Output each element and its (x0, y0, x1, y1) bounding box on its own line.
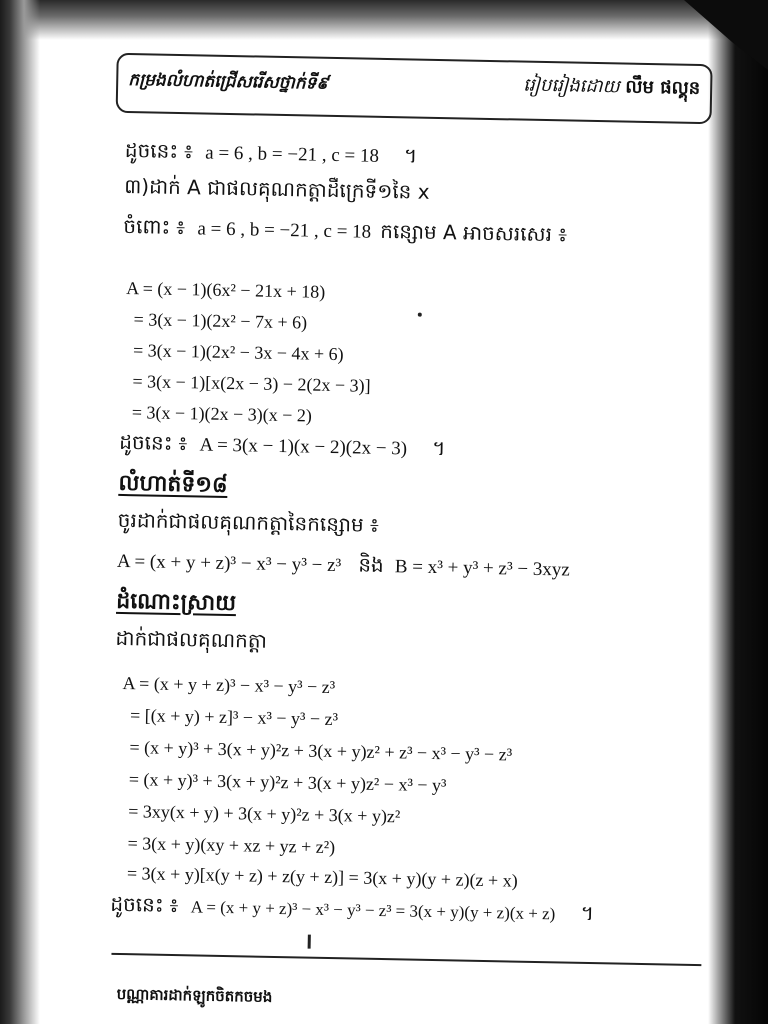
author-name: លឹម ផល្គុន (625, 76, 701, 99)
solution-prompt: ដាក់ជាផលគុណកត្តា (115, 625, 268, 653)
step-a-4: = 3(x − 1)(2x − 3)(x − 2) (131, 402, 313, 426)
conclusion-label: ដូចនេះ (119, 429, 173, 455)
and-word: និង (358, 552, 384, 578)
end-mark: ។ (403, 143, 418, 168)
step-a-3: = 3(x − 1)[x(2x − 3) − 2(2x − 3)] (132, 371, 371, 396)
header-title: កម្រងលំហាត់ជ្រើសរើសថ្នាក់ទី៩ (128, 70, 329, 94)
can-be-written-text: កន្សោម A អាចសរសេរ ៖ (380, 218, 568, 247)
header-author (523, 73, 700, 103)
line-conclusion-coefficients: ដូចនេះ ៖ a = 6 , b = −21 , c = 18 ។ (124, 137, 418, 168)
footer-text: បណ្ណាគារដាក់ឡូកចិតកចមង (116, 984, 273, 1006)
conclusion-label: ដូចនេះ (110, 891, 164, 917)
exercise-prompt: ចូរដាក់ជាផលគុណកត្តានៃកន្សោម ៖ (117, 507, 380, 537)
solution-title: ដំណោះស្រាយ (115, 588, 237, 617)
line-conclusion-b: ដូចនេះ ៖ A = (x + y + z)³ − x³ − y³ − z³ = 3(x + y)(y + z)(x + z) ។ (110, 891, 595, 926)
step-a-0: A = (x − 1)(6x² − 21x + 18) (126, 278, 326, 302)
page-header (116, 53, 713, 124)
conclusion-expr: A = (x + y + z)³ − x³ − y³ − z³ = 3(x + y)(y + z)(x + z) (190, 897, 556, 924)
conclusion-expr: A = 3(x − 1)(x − 2)(2x − 3) (199, 434, 408, 460)
coefficients-expr: a = 6 , b = −21 , c = 18 (205, 142, 380, 167)
for-label: ចំពោះ (123, 213, 171, 239)
step-b-1: = [(x + y) + z]³ − x³ − y³ − z³ (129, 705, 339, 730)
end-mark: ។ (431, 435, 446, 461)
step-a-2: = 3(x − 1)(2x² − 3x − 4x + 6) (132, 340, 344, 365)
author-prefix: រៀបរៀងដោយ (523, 74, 620, 98)
footer-divider (111, 953, 701, 966)
step-b-2: = (x + y)³ + 3(x + y)²z + 3(x + y)z² + z³ − x³ − y³ − z³ (129, 737, 513, 765)
line-for-values: ចំពោះ ៖ a = 6 , b = −21 , c = 18 កន្សោម A អាចសរសេរ ៖ (123, 213, 568, 247)
line-part3: ៣)ដាក់ A ជាផលគុណកត្តាដឺក្រេទី១នៃ x (123, 173, 430, 204)
pen-mark (308, 935, 311, 949)
expr-b: B = x³ + y³ + z³ − 3xyz (394, 556, 570, 581)
step-b-3: = (x + y)³ + 3(x + y)²z + 3(x + y)z² − x³ − y³ (128, 769, 447, 796)
step-b-5: = 3(x + y)(xy + xz + yz + z²) (127, 833, 336, 858)
step-b-6: = 3(x + y)[x(y + z) + z(y + z)] = 3(x + y)(y + z)(z + x) (126, 863, 518, 891)
step-b-4: = 3xy(x + y) + 3(x + y)²z + 3(x + y)z² (128, 801, 401, 827)
step-b-0: A = (x + y + z)³ − x³ − y³ − z³ (122, 673, 336, 698)
conclusion-label: ដូចនេះ (124, 137, 179, 163)
values-expr: a = 6 , b = −21 , c = 18 (197, 218, 372, 243)
ink-dot (418, 313, 422, 317)
expr-a: A = (x + y + z)³ − x³ − y³ − z³ (116, 550, 342, 577)
exercise-title: លំហាត់ទី១៨ (118, 470, 228, 498)
exercise-expressions (117, 547, 574, 586)
line-conclusion-a: ដូចនេះ ៖ A = 3(x − 1)(x − 2)(2x − 3) ។ (119, 429, 446, 461)
step-a-1: = 3(x − 1)(2x² − 7x + 6) (133, 309, 308, 333)
end-mark: ។ (580, 900, 595, 926)
